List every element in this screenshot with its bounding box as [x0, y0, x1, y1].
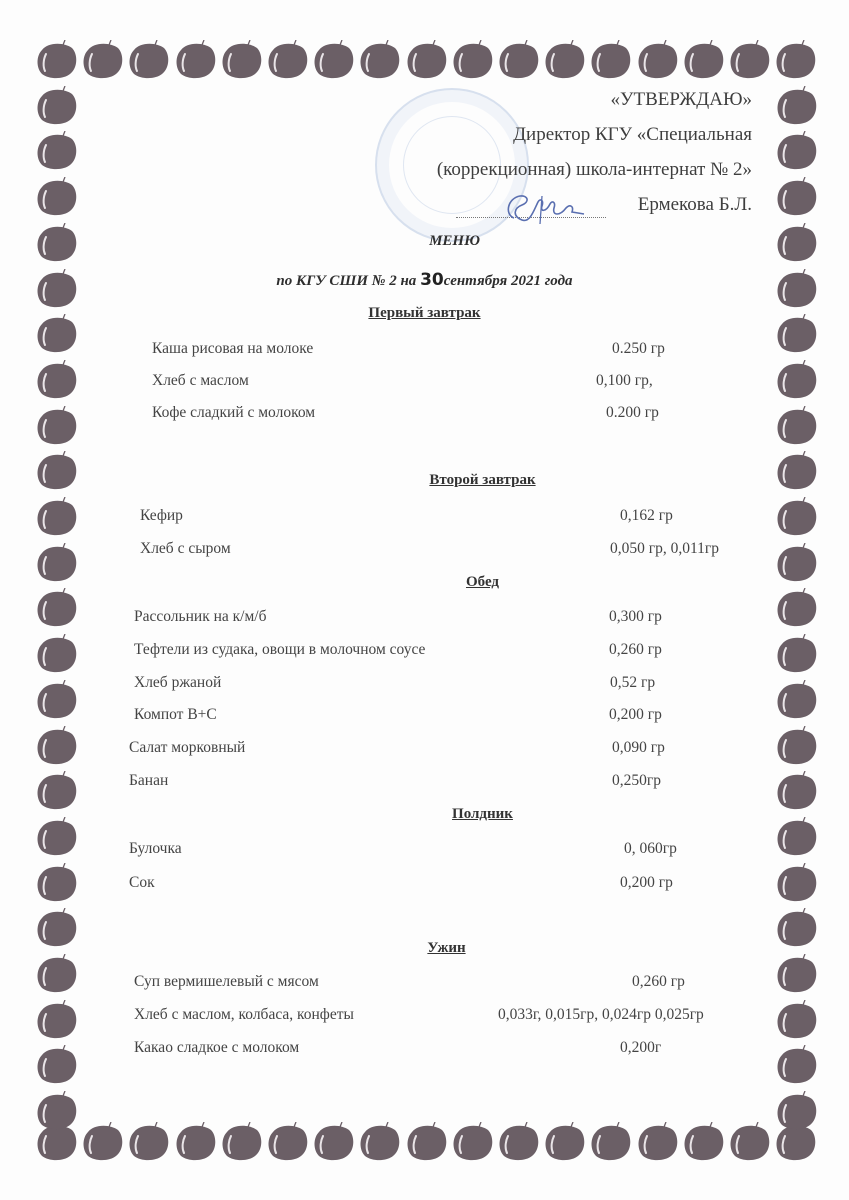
menu-item-amount: 0,200 гр — [620, 874, 673, 891]
menu-item-amount: 0,200 гр — [609, 706, 662, 723]
apple-icon — [173, 1122, 217, 1162]
apple-icon — [774, 177, 818, 217]
handwritten-date: 30 — [420, 270, 444, 290]
menu-item-name: Салат морковный — [129, 739, 246, 756]
apple-icon — [219, 40, 263, 80]
apple-icon — [357, 1122, 401, 1162]
menu-item-amount: 0,52 гр — [610, 674, 656, 691]
subtitle-suffix: сентября 2021 года — [443, 273, 573, 289]
menu-item-amount: 0,200г — [620, 1039, 662, 1056]
apple-icon — [34, 680, 78, 720]
page-title: МЕНЮ — [429, 233, 480, 249]
menu-item-amount: 0,162 гр — [620, 507, 673, 524]
apple-icon — [34, 360, 78, 400]
apple-icon — [357, 40, 401, 80]
subtitle-prefix: по КГУ СШИ № 2 на — [276, 273, 421, 289]
apple-icon — [774, 863, 818, 903]
menu-item-amount: 0.250 гр — [612, 340, 665, 357]
approval-organization: (коррекционная) школа-интернат № 2» — [436, 159, 752, 180]
approval-heading: «УТВЕРЖДАЮ» — [610, 89, 752, 110]
apple-icon — [34, 634, 78, 674]
apple-icon — [542, 40, 586, 80]
apple-icon — [588, 1122, 632, 1162]
menu-item-amount: 0.200 гр — [606, 404, 659, 421]
apple-icon — [774, 726, 818, 766]
apple-icon — [34, 40, 78, 80]
menu-item-name: Компот В+С — [134, 706, 217, 723]
apple-icon — [34, 1000, 78, 1040]
apple-icon — [635, 40, 679, 80]
apple-icon — [80, 40, 124, 80]
menu-item-name: Суп вермишелевый с мясом — [134, 973, 319, 990]
apple-icon — [34, 863, 78, 903]
apple-icon — [542, 1122, 586, 1162]
section-heading-first-breakfast: Первый завтрак — [368, 305, 481, 321]
menu-item-name: Хлеб с маслом, колбаса, конфеты — [134, 1006, 354, 1023]
apple-icon — [773, 1122, 817, 1162]
apple-icon — [773, 40, 817, 80]
apple-icon — [774, 680, 818, 720]
apple-icon — [681, 1122, 725, 1162]
apple-icon — [80, 1122, 124, 1162]
apple-icon — [34, 1091, 78, 1131]
apple-icon — [265, 1122, 309, 1162]
apple-icon — [34, 131, 78, 171]
apple-icon — [311, 40, 355, 80]
menu-item-name: Рассольник на к/м/б — [134, 608, 267, 625]
menu-item-amount: 0,033г, 0,015гр, 0,024гр 0,025гр — [498, 1006, 704, 1023]
menu-item-name: Хлеб ржаной — [134, 674, 222, 691]
apple-icon — [727, 1122, 771, 1162]
menu-item-amount: 0,090 гр — [612, 739, 665, 756]
section-heading-second-breakfast: Второй завтрак — [429, 472, 536, 488]
approval-block — [437, 82, 752, 222]
apple-icon — [774, 86, 818, 126]
menu-item-name: Банан — [129, 772, 169, 789]
apple-icon — [774, 954, 818, 994]
apple-icon — [173, 40, 217, 80]
apple-icon — [219, 1122, 263, 1162]
apple-icon — [265, 40, 309, 80]
apple-icon — [311, 1122, 355, 1162]
apple-icon — [727, 40, 771, 80]
menu-item-amount: 0,250гр — [612, 772, 661, 789]
approval-signatory: Ермекова Б.Л. — [637, 194, 752, 215]
menu-item-amount: 0,260 гр — [609, 641, 662, 658]
apple-icon — [450, 40, 494, 80]
apple-icon — [774, 634, 818, 674]
apple-icon — [774, 1045, 818, 1085]
menu-item-amount: 0,260 гр — [632, 973, 685, 990]
signature-icon — [500, 190, 590, 226]
apple-icon — [404, 1122, 448, 1162]
menu-item-amount: 0,100 гр, — [596, 372, 653, 389]
apple-icon — [496, 1122, 540, 1162]
menu-subtitle — [0, 270, 849, 290]
apple-icon — [34, 588, 78, 628]
apple-icon — [774, 588, 818, 628]
apple-icon — [681, 40, 725, 80]
apple-icon — [774, 1000, 818, 1040]
apple-icon — [774, 406, 818, 446]
apple-icon — [34, 726, 78, 766]
apple-icon — [774, 1091, 818, 1131]
menu-item-name: Кефир — [140, 507, 183, 524]
menu-item-name: Тефтели из судака, овощи в молочном соусе — [134, 641, 426, 658]
apple-icon — [774, 497, 818, 537]
menu-item-name: Булочка — [129, 840, 182, 857]
menu-item-name: Кофе сладкий с молоком — [152, 404, 316, 421]
section-heading-dinner: Ужин — [427, 940, 466, 956]
apple-icon — [588, 40, 632, 80]
apple-icon — [34, 406, 78, 446]
menu-item-name: Хлеб с сыром — [140, 540, 231, 557]
menu-item-name: Какао сладкое с молоком — [134, 1039, 300, 1056]
menu-item-amount: 0,050 гр, 0,011гр — [610, 540, 720, 557]
menu-item-amount: 0,300 гр — [609, 608, 662, 625]
apple-icon — [126, 40, 170, 80]
apple-icon — [496, 40, 540, 80]
apple-icon — [34, 177, 78, 217]
apple-icon — [774, 360, 818, 400]
menu-item-name: Каша рисовая на молоке — [152, 340, 314, 357]
apple-icon — [404, 40, 448, 80]
apple-icon — [126, 1122, 170, 1162]
apple-icon — [450, 1122, 494, 1162]
approval-position: Директор КГУ «Специальная — [513, 124, 752, 145]
apple-icon — [635, 1122, 679, 1162]
apple-icon — [34, 1122, 78, 1162]
apple-icon — [34, 1045, 78, 1085]
apple-icon — [774, 131, 818, 171]
section-heading-lunch: Обед — [465, 574, 500, 590]
apple-icon — [34, 497, 78, 537]
apple-icon — [34, 954, 78, 994]
section-heading-afternoon-snack: Полдник — [452, 806, 513, 822]
menu-item-name: Сок — [129, 874, 155, 891]
apple-icon — [34, 86, 78, 126]
menu-item-amount: 0, 060гр — [624, 840, 677, 857]
menu-item-name: Хлеб с маслом — [152, 372, 249, 389]
